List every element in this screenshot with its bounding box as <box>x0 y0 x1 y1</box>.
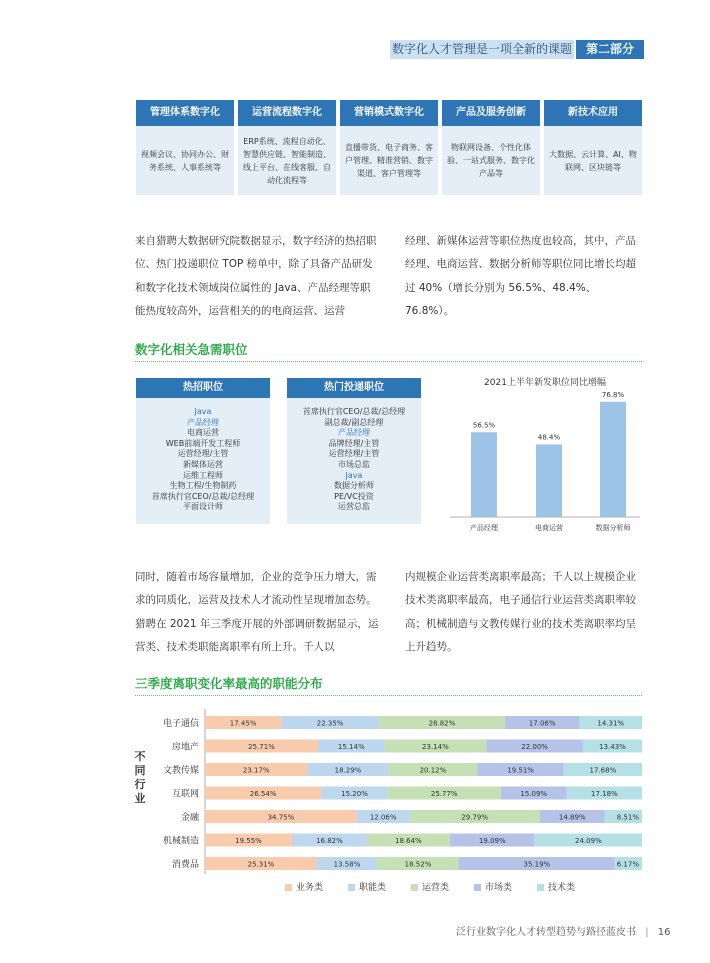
category-label: 消费品 <box>171 860 199 870</box>
segment-label: 29.79% <box>461 813 489 822</box>
job-item: PE/VC投资 <box>334 491 374 501</box>
tick-label: 数据分析师 <box>595 524 631 532</box>
page-number: 16 <box>657 927 671 938</box>
data-label: 56.5% <box>472 421 496 430</box>
job-item: 运营总监 <box>338 502 370 512</box>
category-heading: 新技术应用 <box>544 100 642 126</box>
segment-label: 14.89% <box>558 813 586 822</box>
legend-swatch <box>285 884 292 891</box>
legend-label: 市场类 <box>485 883 513 893</box>
category-body: ERP系统、流程自动化、智慧供应链、智能制造、线上平台、在线客服、自动化流程等 <box>243 136 331 185</box>
job-item: Java <box>345 470 363 480</box>
segment-label: 13.58% <box>333 860 361 869</box>
bar <box>471 432 497 517</box>
segment-label: 17.06% <box>528 719 556 728</box>
segment-label: 28.82% <box>428 719 456 728</box>
job-item: 首席执行官CEO/总裁/总经理 <box>151 491 255 501</box>
segment-label: 8.51% <box>616 813 639 822</box>
axis-label-char: 不 <box>134 750 146 763</box>
category-label: 文教传媒 <box>162 766 199 776</box>
segment-label: 26.54% <box>249 790 277 798</box>
axis-label-char: 业 <box>134 792 146 805</box>
segment-label: 19.51% <box>507 766 534 775</box>
category-card <box>442 100 540 195</box>
segment-label: 12.06% <box>369 813 397 822</box>
category-heading: 管理体系数字化 <box>136 100 234 126</box>
category-body: 大数据、云计算、AI、物联网、区块链等 <box>549 149 637 172</box>
segment-label: 18.29% <box>334 766 362 775</box>
category-heading: 营销模式数字化 <box>340 100 438 126</box>
segment-label: 14.31% <box>597 719 625 728</box>
page-footer <box>456 923 670 938</box>
job-item: 运营经理/主管 <box>328 449 380 459</box>
category-label: 电子通信 <box>162 719 199 729</box>
segment-label: 25.31% <box>247 860 275 869</box>
job-item: Java <box>194 407 212 416</box>
legend-label: 职能类 <box>359 883 387 893</box>
hot-jobs-list <box>136 407 270 513</box>
turnover-stacked-chart <box>130 705 650 905</box>
part-badge: 第二部分 <box>576 40 644 59</box>
job-item: WEB前端开发工程师 <box>165 438 241 448</box>
segment-label: 23.17% <box>242 766 270 775</box>
category-card <box>544 100 642 195</box>
segment-label: 22.35% <box>316 719 344 728</box>
segment-label: 35.19% <box>523 860 551 869</box>
bar <box>600 402 626 517</box>
segment-label: 25.71% <box>248 743 275 751</box>
legend-swatch <box>474 884 481 891</box>
job-item: 运营经理/主管 <box>177 449 229 459</box>
bar <box>536 444 562 517</box>
job-item: 品牌经理/主管 <box>328 438 380 448</box>
category-body: 物联网设备、个性化体验、一站式服务、数字化产品等 <box>447 143 535 178</box>
segment-label: 17.68% <box>589 766 617 775</box>
footer-separator: | <box>645 927 649 938</box>
panel-heading: 热门投递职位 <box>287 378 421 398</box>
category-label: 房地产 <box>171 742 199 753</box>
body-paragraph: 内规模企业运营类离职率最高；千人以上规模企业技术类离职率最高，电子通信行业运营类离职率较高；机械制造与文教传媒行业的技术类离职率均呈上升趋势。 <box>405 571 636 653</box>
job-item: 产品经理 <box>187 417 219 427</box>
section-divider <box>135 695 642 696</box>
panel-heading: 热招职位 <box>136 378 270 398</box>
category-body: 直播带货、电子商务、客户管理、精准营销、数字渠道、客户管理等 <box>345 143 433 178</box>
category-label: 互联网 <box>171 789 199 800</box>
chapter-title: 数字化人才管理是一项全新的课题 <box>390 40 574 59</box>
legend-swatch <box>411 884 418 891</box>
segment-label: 34.75% <box>267 813 295 822</box>
category-card <box>238 100 336 195</box>
applied-jobs-panel <box>287 378 421 524</box>
section-title: 三季度离职变化率最高的职能分布 <box>135 676 323 691</box>
segment-label: 13.43% <box>599 743 626 751</box>
job-item: 新媒体运营 <box>183 459 223 469</box>
category-card <box>340 100 438 195</box>
data-label: 48.4% <box>537 433 561 442</box>
job-item: 产品经理 <box>338 428 370 438</box>
job-item: 首席执行官CEO/总裁/总经理 <box>302 407 406 416</box>
body-paragraph: 经理、新媒体运营等职位热度也较高，其中，产品经理、电商运营、数据分析师等职位同比增长均超过 40%（增长分别为 56.5%、48.4%、76.8%）。 <box>405 235 636 317</box>
job-item: 生物工程/生物制药 <box>169 481 237 491</box>
legend-swatch <box>537 884 544 891</box>
segment-label: 17.45% <box>229 719 257 728</box>
data-label: 76.8% <box>601 390 625 399</box>
job-growth-chart <box>440 370 650 540</box>
legend-label: 业务类 <box>296 883 324 893</box>
body-paragraph: 同时，随着市场容量增加，企业的竞争压力增大，需求的同质化，运营及技术人才流动性呈现增加态势。猎聘在 2021 年三季度开展的外部调研数据显示，运营类、技术类职能离职率有所上升。千人以 <box>135 571 379 653</box>
hot-jobs-panel <box>136 378 270 524</box>
legend-swatch <box>348 884 355 891</box>
tick-label: 产品经理 <box>470 524 498 532</box>
section-title: 数字化相关急需职位 <box>135 342 248 357</box>
applied-jobs-list <box>287 407 421 513</box>
job-item: 市场总监 <box>338 459 370 469</box>
category-label: 金融 <box>180 813 199 823</box>
job-item: 数据分析师 <box>334 481 374 491</box>
segment-label: 6.17% <box>616 860 639 869</box>
job-item: 副总裁/副总经理 <box>324 417 384 427</box>
tick-label: 电商运营 <box>535 524 563 532</box>
segment-label: 23.14% <box>422 743 449 751</box>
category-heading: 运营流程数字化 <box>238 100 336 126</box>
legend-label: 运营类 <box>422 883 450 893</box>
job-item: 运维工程师 <box>183 470 223 480</box>
category-card <box>136 100 234 195</box>
category-label: 机械制造 <box>162 836 199 847</box>
chart-title: 2021上半年新发职位同比增幅 <box>484 378 606 388</box>
segment-label: 18.52% <box>404 860 432 869</box>
axis-label-char: 同 <box>134 764 146 777</box>
segment-label: 16.82% <box>316 837 343 845</box>
segment-label: 22.00% <box>521 743 548 751</box>
segment-label: 24.09% <box>575 837 602 845</box>
job-item: 电商运营 <box>187 428 219 438</box>
job-item: 平面设计师 <box>183 502 223 512</box>
segment-label: 19.09% <box>478 837 506 845</box>
axis-label-char: 行 <box>134 778 146 791</box>
category-body: 视频会议、协同办公、财务系统、人事系统等 <box>141 149 229 172</box>
body-paragraph: 来自猎聘大数据研究院数据显示，数字经济的热招职位、热门投递职位 TOP 榜单中，除了具备产品研发和数字化技术领域岗位属性的 Java、产品经理等职能热度较高外，运营相关的的电商运营、运营 <box>135 235 377 317</box>
legend-label: 技术类 <box>548 883 576 893</box>
segment-label: 20.12% <box>419 766 447 775</box>
segment-label: 25.77% <box>430 790 458 798</box>
segment-label: 15.09% <box>520 790 548 798</box>
segment-label: 19.55% <box>235 837 262 845</box>
segment-label: 17.18% <box>591 790 618 798</box>
segment-label: 18.64% <box>394 837 422 845</box>
section-divider <box>135 361 642 362</box>
footer-title: 泛行业数字化人才转型趋势与路径蓝皮书 <box>456 927 636 938</box>
segment-label: 15.20% <box>341 790 368 798</box>
segment-label: 15.14% <box>337 743 365 751</box>
category-heading: 产品及服务创新 <box>442 100 540 126</box>
